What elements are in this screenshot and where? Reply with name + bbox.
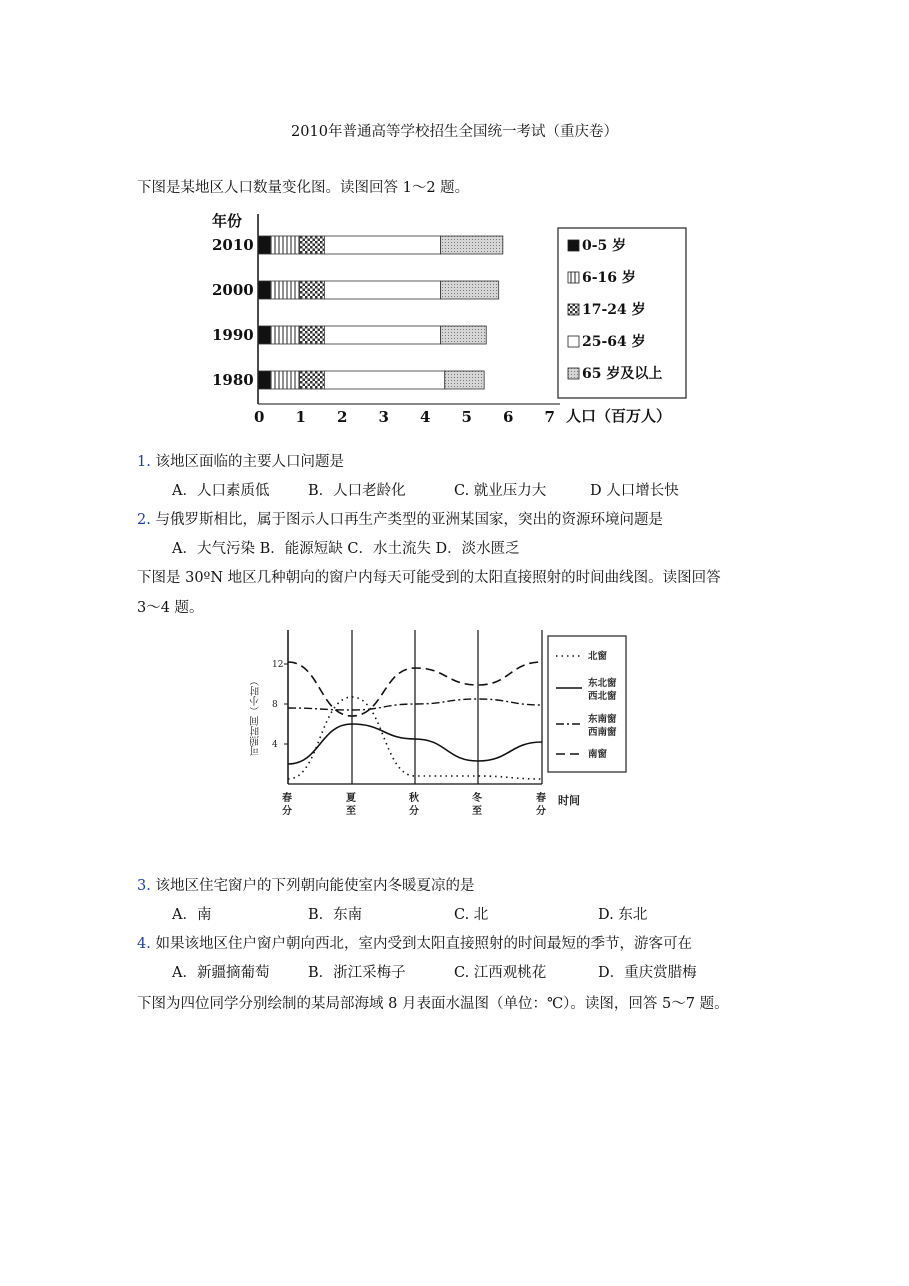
q3-option-d: D. 东北 xyxy=(598,907,648,923)
sun-x-label-top: 春 xyxy=(282,793,292,804)
sun-x-label-bottom: 至 xyxy=(472,806,482,817)
q1-option-a: A．人口素质低 xyxy=(172,483,270,499)
q3-option-b: B．东南 xyxy=(308,907,363,923)
sun-x-label-top: 夏 xyxy=(346,793,356,804)
pop-x-tick: 3 xyxy=(378,408,389,426)
sun-legend-label: 西南窗 xyxy=(588,727,617,738)
pop-bar-2000-seg1 xyxy=(270,281,299,299)
sun-legend-box xyxy=(548,636,626,772)
pop-legend-swatch xyxy=(568,336,579,347)
sun-x-label-top: 秋 xyxy=(409,793,419,804)
pop-bar-2010-seg2 xyxy=(300,236,325,254)
q4-option-b: B．浙江采梅子 xyxy=(308,965,406,981)
pop-x-tick: 2 xyxy=(337,408,348,426)
q4-option-a: A．新疆摘葡萄 xyxy=(172,965,270,981)
pop-bar-1980-seg1 xyxy=(270,371,299,389)
q1-option-b: B．人口老龄化 xyxy=(308,483,406,499)
pop-bar-2010-seg3 xyxy=(324,236,440,254)
population-chart xyxy=(190,206,710,440)
pop-category-label: 2010 xyxy=(212,236,254,254)
sun-x-label-top: 春 xyxy=(536,793,546,804)
pop-legend-label: 0-5 岁 xyxy=(582,238,627,254)
question-2 xyxy=(137,510,663,530)
q1-number: 1. xyxy=(137,454,151,470)
pop-bar-1990-seg4 xyxy=(441,326,487,344)
pop-legend-label: 6-16 岁 xyxy=(582,270,636,286)
q3-option-c: C. 北 xyxy=(454,907,489,923)
sunshine-chart xyxy=(250,626,630,830)
q1-option-d: D 人口增长快 xyxy=(590,483,679,499)
sun-x-label-bottom: 分 xyxy=(282,806,292,817)
pop-x-tick: 5 xyxy=(461,408,472,426)
pop-legend-swatch xyxy=(568,240,579,251)
sun-legend-label: 东北窗 xyxy=(588,678,617,689)
pop-category-label: 1980 xyxy=(212,371,254,389)
pop-x-tick: 0 xyxy=(254,408,265,426)
sun-legend-label: 北窗 xyxy=(588,651,608,662)
pop-x-tick: 6 xyxy=(503,408,514,426)
q4-text: 如果该地区住户窗户朝向西北，室内受到太阳直接照射的时间最短的季节，游客可在 xyxy=(155,936,692,952)
pop-x-tick: 7 xyxy=(544,408,555,426)
sun-x-label-top: 冬 xyxy=(472,793,482,804)
question-4 xyxy=(137,934,692,954)
pop-bar-2000-seg2 xyxy=(300,281,325,299)
pop-category-label: 2000 xyxy=(212,281,254,299)
pop-bar-2000-seg4 xyxy=(441,281,499,299)
pop-bar-2010-seg4 xyxy=(441,236,503,254)
sun-y-tick-label: 4 xyxy=(272,740,278,750)
pop-x-tick: 1 xyxy=(295,408,306,426)
sun-legend-label: 西北窗 xyxy=(588,691,617,702)
pop-bar-1990-seg3 xyxy=(324,326,440,344)
pop-legend-swatch xyxy=(568,304,579,315)
question-3 xyxy=(137,876,474,896)
question-1 xyxy=(137,452,344,472)
sun-y-tick-label: 8 xyxy=(272,700,278,710)
pop-bar-2000-seg0 xyxy=(258,281,270,299)
pop-legend-label: 17-24 岁 xyxy=(582,302,646,318)
q2-number: 2. xyxy=(137,512,151,528)
pop-bar-1990-seg2 xyxy=(300,326,325,344)
q4-number: 4. xyxy=(137,936,151,952)
pop-legend-label: 25-64 岁 xyxy=(582,334,646,350)
sun-x-label-bottom: 至 xyxy=(346,806,356,817)
sun-x-label-bottom: 分 xyxy=(409,806,419,817)
pop-xlabel: 人口（百万人） xyxy=(566,407,672,425)
sun-ylabel: 可照时间（小时） xyxy=(250,676,262,756)
pop-ylabel: 年份 xyxy=(212,212,243,230)
q4-option-c: C. 江西观桃花 xyxy=(454,965,547,981)
intro-text-2b: 3～4 题。 xyxy=(137,600,204,616)
sun-xlabel: 时间 xyxy=(558,794,580,807)
pop-bar-2000-seg3 xyxy=(324,281,440,299)
sun-legend-label: 东南窗 xyxy=(588,714,617,725)
pop-bar-1980-seg2 xyxy=(300,371,325,389)
page-title: 2010年普通高等学校招生全国统一考试（重庆卷） xyxy=(291,124,618,140)
pop-bar-1990-seg1 xyxy=(270,326,299,344)
q2-text: 与俄罗斯相比，属于图示人口再生产类型的亚洲某国家，突出的资源环境问题是 xyxy=(155,512,663,528)
pop-bar-2010-seg1 xyxy=(270,236,299,254)
q1-text: 该地区面临的主要人口问题是 xyxy=(155,454,344,470)
pop-bar-1980-seg3 xyxy=(324,371,444,389)
intro-text-2: 下图是 30ºN 地区几种朝向的窗户内每天可能受到的太阳直接照射的时间曲线图。读图回答 xyxy=(137,570,721,586)
pop-legend-swatch xyxy=(568,272,579,283)
intro-text-1: 下图是某地区人口数量变化图。读图回答 1～2 题。 xyxy=(137,180,470,196)
pop-x-tick: 4 xyxy=(420,408,431,426)
sun-legend-label: 南窗 xyxy=(588,749,608,760)
q3-option-a: A．南 xyxy=(172,907,212,923)
pop-legend-swatch xyxy=(568,368,579,379)
q3-text: 该地区住宅窗户的下列朝向能使室内冬暖夏凉的是 xyxy=(155,878,475,894)
pop-bar-1980-seg0 xyxy=(258,371,270,389)
pop-category-label: 1990 xyxy=(212,326,254,344)
q3-number: 3. xyxy=(137,878,151,894)
q1-option-c: C. 就业压力大 xyxy=(454,483,547,499)
intro-text-3: 下图为四位同学分别绘制的某局部海域 8 月表面水温图（单位：℃）。读图，回答 5～7 题。 xyxy=(137,996,729,1012)
sun-y-tick-label: 12 xyxy=(272,660,284,670)
pop-bar-2010-seg0 xyxy=(258,236,270,254)
pop-bar-1990-seg0 xyxy=(258,326,270,344)
q2-options: A．大气污染 B．能源短缺 C．水土流失 D．淡水匮乏 xyxy=(172,541,520,557)
q4-option-d: D．重庆赏腊梅 xyxy=(598,965,697,981)
sunshine-chart-svg xyxy=(250,626,630,826)
population-chart-svg xyxy=(190,206,710,436)
sun-x-label-bottom: 分 xyxy=(536,806,546,817)
pop-bar-1980-seg4 xyxy=(445,371,484,389)
pop-legend-label: 65 岁及以上 xyxy=(582,366,663,382)
